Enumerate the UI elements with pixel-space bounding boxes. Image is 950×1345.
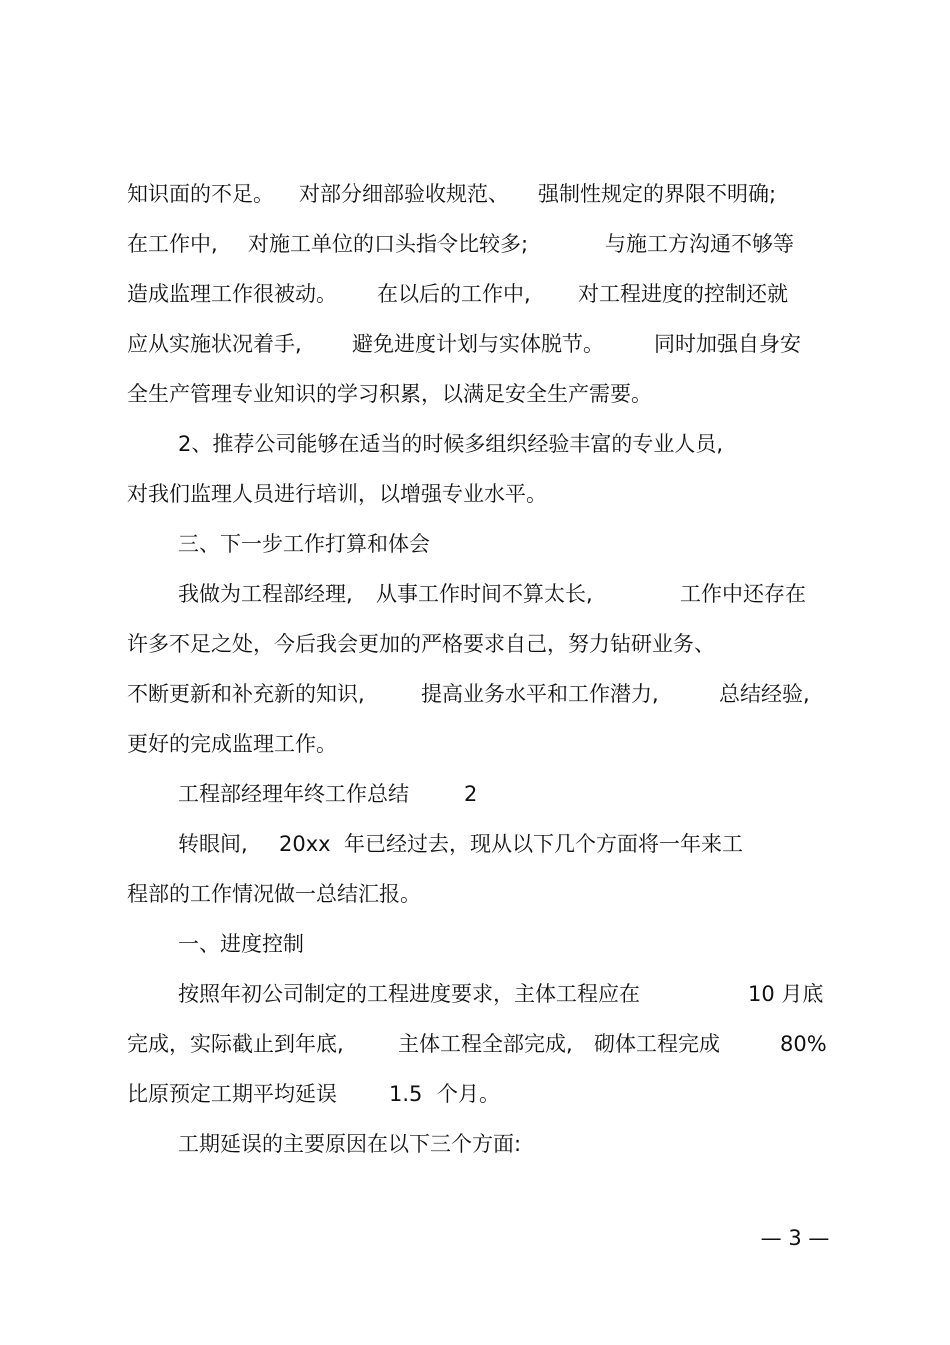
text-segment: 强制性规定的界限不明确; (538, 182, 777, 206)
text-segment: 造成监理工作很被动。 (127, 282, 337, 306)
text-segment: 程部的工作情况做一总结汇报。 (127, 882, 421, 906)
text-segment: 应从实施状况着手, (127, 332, 302, 356)
text-segment: 提高业务水平和工作潜力, (421, 682, 659, 706)
text-line (127, 877, 827, 911)
text-segment: 我做为工程部经理, (178, 582, 353, 606)
text-segment: 个月。 (437, 1082, 500, 1106)
text-segment: 完成，实际截止到年底, (127, 1032, 344, 1056)
text-segment: 工期延误的主要原因在以下三个方面: (178, 1132, 522, 1156)
text-line (127, 177, 827, 211)
text-segment: 知识面的不足。 (127, 182, 274, 206)
text-segment: 三、下一步工作打算和体会 (178, 532, 430, 556)
text-line (127, 1077, 827, 1111)
text-line (127, 277, 827, 311)
text-segment: 全生产管理专业知识的学习积累，以满足安全生产需要。 (127, 382, 652, 406)
text-segment: 20xx (279, 832, 331, 856)
text-segment: 在以后的工作中, (377, 282, 531, 306)
text-segment: 工程部经理年终工作总结 (178, 782, 409, 806)
text-line (178, 977, 828, 1011)
text-segment: 对我们监理人员进行培训，以增强专业水平。 (127, 482, 547, 506)
text-segment: 在工作中, (127, 232, 218, 256)
text-line (127, 677, 827, 711)
section-heading (178, 527, 828, 561)
text-segment: 与施工方沟通不够等 (605, 232, 794, 256)
text-line (127, 727, 827, 761)
text-segment: 许多不足之处，今后我会更加的严格要求自己，努力钻研业务、 (127, 632, 715, 656)
text-segment: 主体工程全部完成, (398, 1032, 573, 1056)
text-line (178, 827, 828, 861)
text-segment: 更好的完成监理工作。 (127, 732, 337, 756)
text-line (127, 477, 827, 511)
text-segment: 转眼间, (178, 832, 248, 856)
text-segment: 总结经验, (719, 682, 810, 706)
text-segment: 比原预定工期平均延误 (127, 1082, 337, 1106)
text-line (178, 427, 828, 461)
text-segment: 同时加强自身安 (654, 332, 801, 356)
text-segment: 避免进度计划与实体脱节。 (352, 332, 604, 356)
text-line (178, 577, 828, 611)
text-line (127, 1027, 827, 1061)
text-segment: 对工程进度的控制还就 (578, 282, 788, 306)
page-number: — 3 — (760, 1226, 830, 1250)
text-line (127, 377, 827, 411)
text-line (178, 1127, 828, 1161)
text-segment: 80% (780, 1032, 827, 1056)
text-segment: 不断更新和补充新的知识, (127, 682, 365, 706)
text-line (127, 227, 827, 261)
section-heading (178, 927, 828, 961)
text-segment: 1.5 (389, 1082, 423, 1106)
text-segment: 砌体工程完成 (594, 1032, 720, 1056)
text-line (127, 327, 827, 361)
text-segment: 一、进度控制 (178, 932, 304, 956)
section-heading (178, 777, 828, 811)
text-segment: 年已经过去，现从以下几个方面将一年来工 (344, 832, 743, 856)
text-segment: 10 月底 (748, 982, 824, 1006)
text-line (127, 627, 827, 661)
text-segment: 对施工单位的口头指令比较多; (248, 232, 529, 256)
text-segment: 从事工作时间不算太长, (376, 582, 593, 606)
text-segment: 按照年初公司制定的工程进度要求，主体工程应在 (178, 982, 640, 1006)
text-segment: 2、推荐公司能够在适当的时候多组织经验丰富的专业人员, (178, 432, 724, 456)
text-segment: 2 (464, 782, 478, 806)
text-segment: 工作中还存在 (680, 582, 806, 606)
text-segment: 对部分细部验收规范、 (299, 182, 509, 206)
